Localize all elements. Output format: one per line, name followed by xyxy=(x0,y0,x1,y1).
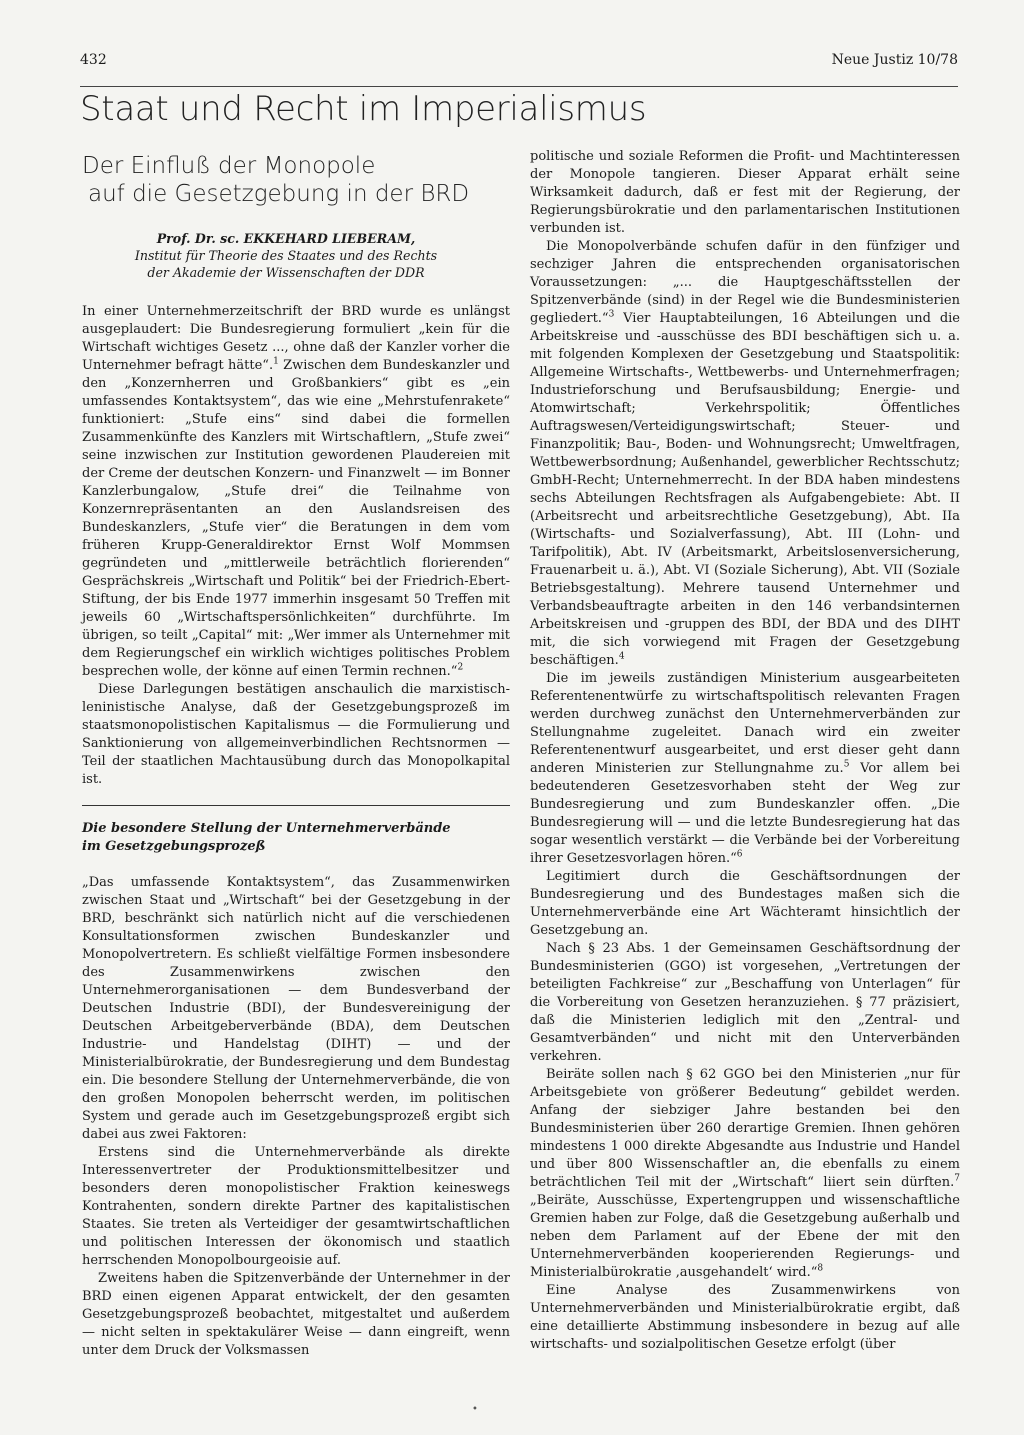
footnote-ref: 6 xyxy=(736,849,743,860)
body-paragraph: Zweitens haben die Spitzenverbände der Unternehmer in der BRD einen eigenen Apparat entwickelt, der den gesamten Gesetzgebungsprozeß beobachtet, mitgestaltet und außerdem — nicht selten in spektakulärer Weise — dann eingreift, wenn unter dem Druck der Volksmassen xyxy=(82,1271,510,1358)
journal-issue: Neue Justiz 10/78 xyxy=(831,52,958,68)
intro-p1-text: In einer Unternehmerzeitschrift der BRD wurde es unlängst ausgeplaudert: Die Bundesregierung formuliert „kein für die Wirtschaft wichtiges Gesetz ..., ohne daß der Kanzler vorher die Unternehmer befragt hätte“. xyxy=(82,304,510,373)
author-affiliation-line1: Institut für Theorie des Staates und des Rechts xyxy=(134,248,438,263)
subheading xyxy=(82,820,510,856)
footnote-ref: 3 xyxy=(608,309,615,320)
right-column xyxy=(530,148,960,1354)
subheading-line2: im Gesetzgebungsprozeß xyxy=(82,839,266,854)
body-paragraph: politische und soziale Reformen die Profit- und Machtinteressen der Monopole tangieren. Dieser Apparat erhält seine Wirksamkeit dadurch, daß er fest mit der Regierung, der Regierungsbürokratie und den parlamentarischen Institutionen verbunden ist. xyxy=(530,149,960,236)
footnote-ref: 2 xyxy=(457,662,464,673)
right-p2b-text: Vier Hauptabteilungen, 16 Abteilungen und die Arbeitskreise und -ausschüsse des BDI beschäftigen sich u. a. mit folgenden Komplexen der Gesetzgebung und Staatspolitik: Allgemeine Wirtschafts-, Wettbewerbs- und Unternehmerfragen; Industrieforschung und Berufsausbildung; Energie- und Atomwirtschaft; Verkehrspolitik; Öffentliches Auftragswesen/Verteidigungswirtschaft; Steuer- und Finanzpolitik; Bau-, Boden- und Wohnungsrecht; Umweltfragen, Wettbewerbsordnung; Außenhandel, gewerblicher Rechtsschutz; GmbH-Recht; Unternehmerrecht. In der BDA haben mindestens sechs Abteilungen Rechtsfragen als Aufgabengebiete: Abt. II (Arbeitsrecht und arbeitsrechtliche Gesetzgebung), Abt. IIa (Wirtschafts- und Sozialverfassung), Abt. III (Lohn- und Tarifpolitik), Abt. IV (Arbeitsmarkt, Arbeitslosenversicherung, Frauenarbeit u. ä.), Abt. VI (Soziale Sicherung), Abt. VII (Soziale Betriebsgestaltung). Mehrere tausend Unternehmer und Verbandsbeauftragte arbeiten in den 146 verbandsinternen Arbeitskreisen und -gruppen des BDI, der BDA und des DIHT mit, die sich vorwiegend mit Fragen der Gesetzgebung beschäftigen. xyxy=(530,311,960,668)
intro-paragraph xyxy=(82,303,510,681)
body-paragraph xyxy=(530,670,960,868)
footnote-ref: 8 xyxy=(817,1263,824,1274)
author-name: Prof. Dr. sc. EKKEHARD LIEBERAM, xyxy=(156,231,416,246)
footnote-ref: 7 xyxy=(954,1173,960,1184)
body-paragraph: Eine Analyse des Zusammenwirkens von Unternehmerverbänden und Ministerialbürokratie ergibt, daß eine detaillierte Abstimmung insbesondere in bezug auf alle wirtschafts- und sozialpolitischen Gesetze erfolgt (über xyxy=(530,1283,960,1352)
section-title: Staat und Recht im Imperialismus xyxy=(80,86,958,129)
article-title xyxy=(82,152,510,208)
page-header xyxy=(80,52,958,72)
article-title-line1: Der Einfluß der Monopole xyxy=(82,153,376,179)
right-p6-text: Beiräte sollen nach § 62 GGO bei den Ministerien „nur für Arbeitsgebiete von größerer Bedeutung“ gebildet werden. Anfang der siebziger Jahre bestanden bei den Bundesministerien über 260 derartige Gremien. Ihnen gehören mindestens 1 000 direkte Abgesandte aus Industrie und Handel und über 800 Wissenschaftler an, die ebenfalls zu einem beträchtlichen Teil mit der „Wirtschaft“ liiert sein dürften. xyxy=(530,1067,960,1190)
body-paragraph: Nach § 23 Abs. 1 der Gemeinsamen Geschäftsordnung der Bundesministerien (GGO) ist vorgesehen, „Vertretungen der beteiligten Fachkreise“ zur „Beschaffung von Unterlagen“ für die Vorbereitung von Gesetzen heranzuziehen. § 77 präzisiert, daß die Ministerien lediglich mit den „Zentral- und Gesamtverbänden“ und nicht mit den Unterverbänden verkehren. xyxy=(530,941,960,1064)
intro-paragraph: Diese Darlegungen bestätigen anschaulich die marxistisch-leninistische Analyse, daß der Gesetzgebungsprozeß im staatsmonopolistischen Kapitalismus — die Formulierung und Sanktionierung von allgemeinverbindlichen Rechtsnormen — Teil der staatlichen Machtausübung durch das Monopolkapital ist. xyxy=(82,682,510,787)
section-divider xyxy=(82,805,510,806)
footnote-ref: 1 xyxy=(273,356,279,367)
page-mark: • xyxy=(472,1404,478,1415)
author-affiliation-line2: der Akademie der Wissenschaften der DDR xyxy=(147,265,425,280)
footnote-ref: 4 xyxy=(618,651,625,662)
body-paragraph: Erstens sind die Unternehmerverbände als direkte Interessenvertreter der Produktionsmittelbesitzer und besonders deren monopolistischer Fraktion keineswegs Kontrahenten, sondern direkte Partner des kapitalistischen Staates. Sie treten als Verteidiger der gesamtwirtschaftlichen und politischen Interessen der ökonomisch und staatlich herrschenden Monopolbourgeoisie auf. xyxy=(82,1145,510,1268)
article-title-line2: auf die Gesetzgebung in der BRD xyxy=(88,181,470,207)
body-paragraph: „Das umfassende Kontaktsystem“, das Zusammenwirken zwischen Staat und „Wirtschaft“ bei der Gesetzgebung in der BRD, beschränkt sich natürlich nicht auf die verschiedenen Konsultationsformen zwischen Bundeskanzler und Monopolvertretern. Es schließt vielfältige Formen insbesondere des Zusammenwirkens zwischen den Unternehmerorganisationen — dem Bundesverband der Deutschen Industrie (BDI), der Bundesvereinigung der Deutschen Arbeitgeberverbände (BDA), dem Deutschen Industrie- und Handelstag (DIHT) — und der Ministerialbürokratie, der Bundesregierung und dem Bundestag ein. Die besondere Stellung der Unternehmerverbände, die von den großen Monopolen beherrscht werden, im politischen System und gerade auch im Gesetzgebungsprozeß ergibt sich dabei aus zwei Faktoren: xyxy=(82,875,510,1142)
subheading-line1: Die besondere Stellung der Unternehmerverbände xyxy=(82,821,451,836)
body-paragraph xyxy=(530,238,960,670)
left-column xyxy=(82,148,510,1360)
body-paragraph xyxy=(530,1066,960,1282)
right-p2-text: Die Monopolverbände schufen dafür in den fünfziger und sechziger Jahren die entsprechenden organisatorischen Voraussetzungen: „... die Hauptgeschäftsstellen der Spitzenverbände (sind) in der Regel wie die Bundesministerien gegliedert.“ xyxy=(530,239,960,326)
intro-p1b-text: Zwischen dem Bundeskanzler und den „Konzernherren und Großbankiers“ gibt es „ein umfassendes Kontaktsystem“, das wie eine „Mehrstufenrakete“ funktioniert: „Stufe eins“ sind dabei die formellen Zusammenkünfte des Kanzlers mit Wirtschaftlern, „Stufe zwei“ seine inzwischen zur Institution gewordenen Plaudereien mit der Creme der deutschen Konzern- und Finanzwelt — im Bonner Kanzlerbungalow, „Stufe drei“ die Teilnahme von Konzernrepräsentanten an den Auslandsreisen des Bundeskanzlers, „Stufe vier“ die Beratungen in dem vom früheren Krupp-Generaldirektor Ernst Wolf Mommsen gegründeten und „mittlerweile beträchtlich florierenden“ Gesprächskreis „Wirtschaft und Politik“ bei der Friedrich-Ebert-Stiftung, der bis Ende 1977 immerhin insgesamt 50 Treffen mit jeweils 60 „Wirtschaftspersönlichkeiten“ durchführte. Im übrigen, so teilt „Capital“ mit: „Wer immer als Unternehmer mit dem Regierungschef ein wirklich wichtiges politisches Problem besprechen wolle, der könne auf einen Termin rechnen.“ xyxy=(82,358,511,679)
right-p3b-text: Vor allem bei bedeutenderen Gesetzesvorhaben steht der Weg zur Bundesregierung und zum Bundeskanzler offen. „Die Bundesregierung will — und die letzte Bundesregierung hat das sogar wesentlich verstärkt — die Verbände bei der Vorbereitung ihrer Gesetzesvorlagen hören.“ xyxy=(530,761,960,866)
body-paragraph: Legitimiert durch die Geschäftsordnungen der Bundesregierung und des Bundestages maßen sich die Unternehmerverbände eine Art Wächteramt hinsichtlich der Gesetzgebung an. xyxy=(530,869,960,938)
page-number: 432 xyxy=(80,52,107,68)
author-block xyxy=(82,230,510,281)
right-p3-text: Die im jeweils zuständigen Ministerium ausgearbeiteten Referentenentwürfe zu wirtschaftspolitisch relevanten Fragen werden durchweg zunächst den Unternehmerverbänden zur Stellungnahme zugeleitet. Danach wird ein zweiter Referentenentwurf ausgearbeitet, und erst dieser geht dann anderen Ministerien zur Stellungnahme zu. xyxy=(530,671,960,776)
intro-text xyxy=(82,303,510,789)
footnote-ref: 5 xyxy=(843,759,850,770)
right-p6b-text: „Beiräte, Ausschüsse, Expertengruppen und wissenschaftliche Gremien haben zur Folge, daß die Gesetzgebung außerhalb und neben dem Parlament auf der Ebene der mit den Unternehmerverbänden kooperierenden Regierungs- und Ministerialbürokratie ‚ausgehandelt‘ wird.“ xyxy=(530,1193,960,1280)
